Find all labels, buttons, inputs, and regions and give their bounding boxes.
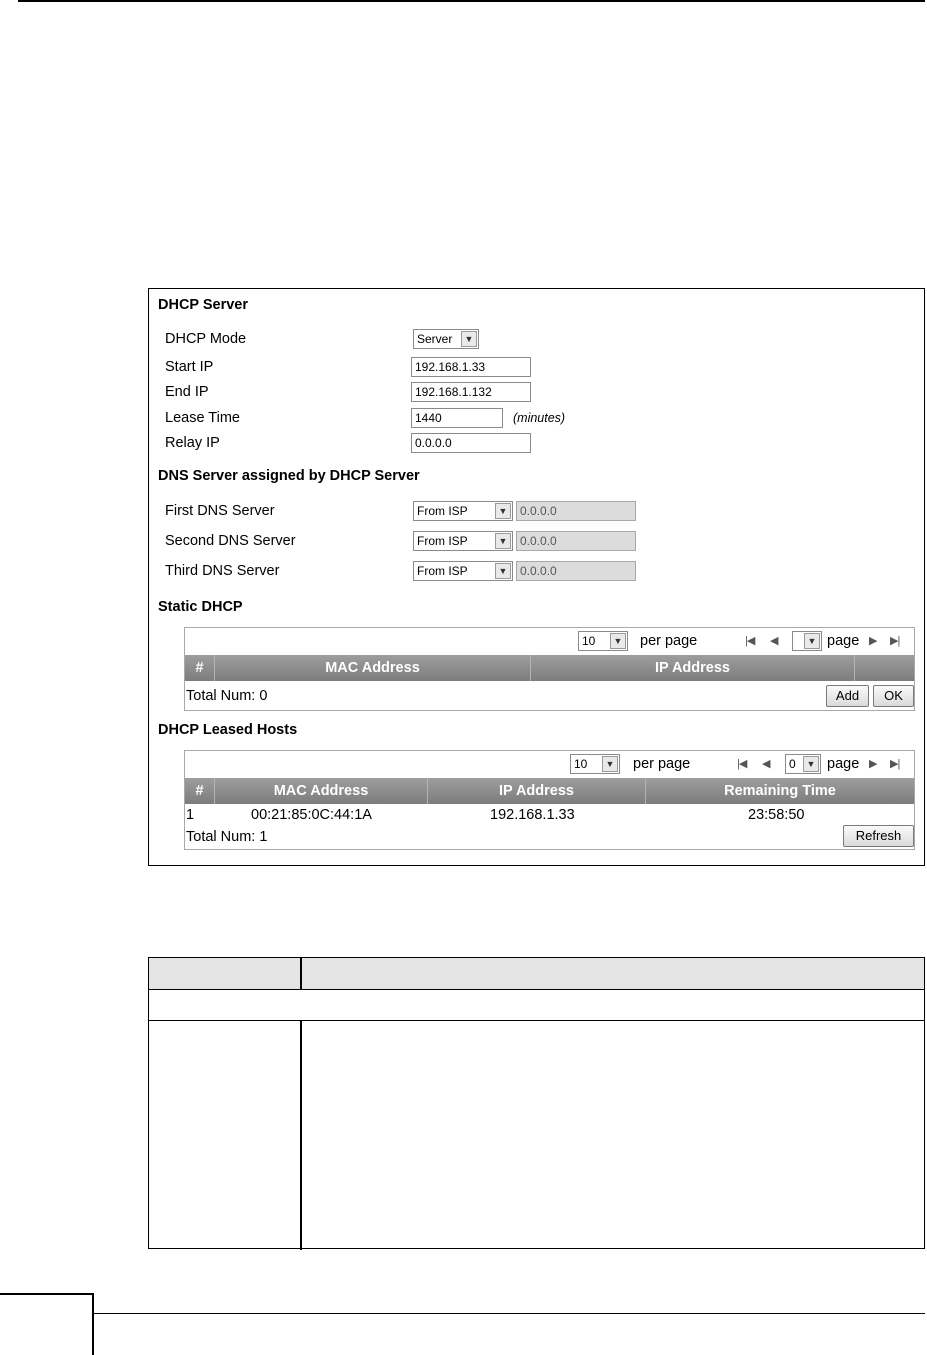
- column-num: #: [185, 655, 215, 681]
- dhcp-server-title: DHCP Server: [158, 297, 249, 313]
- prev-page-icon[interactable]: ◀: [762, 758, 770, 770]
- static-table-header: [185, 655, 914, 681]
- leased-per-page-select[interactable]: [570, 754, 620, 774]
- first-page-icon[interactable]: |◀: [737, 758, 747, 770]
- leased-per-page-value: 10: [574, 757, 588, 771]
- header-divider: [300, 958, 302, 990]
- dropdown-arrow-icon[interactable]: ▼: [461, 331, 477, 347]
- third-dns-select[interactable]: [413, 561, 513, 581]
- column-mac-address: MAC Address: [215, 778, 428, 804]
- leased-page-label: page: [827, 756, 860, 772]
- dns-section-title: DNS Server assigned by DHCP Server: [158, 468, 420, 484]
- field-description-table: [148, 957, 925, 1249]
- leased-hosts-table: [184, 750, 915, 850]
- static-dhcp-title: Static DHCP: [158, 599, 243, 615]
- prev-page-icon[interactable]: ◀: [770, 635, 778, 647]
- dropdown-arrow-icon[interactable]: ▼: [495, 563, 511, 579]
- leased-hosts-title: DHCP Leased Hosts: [158, 722, 298, 738]
- dropdown-arrow-icon[interactable]: ▼: [602, 756, 618, 772]
- row-ip-address: 192.168.1.33: [490, 807, 575, 823]
- next-page-icon[interactable]: ▶: [869, 758, 877, 770]
- lease-time-input[interactable]: 1440: [411, 408, 503, 428]
- start-ip-label: Start IP: [165, 359, 214, 375]
- refresh-button[interactable]: Refresh: [843, 825, 914, 847]
- next-page-icon[interactable]: ▶: [869, 635, 877, 647]
- leased-per-page-label: per page: [633, 756, 691, 772]
- description-table-header: [149, 958, 924, 990]
- end-ip-label: End IP: [165, 384, 209, 400]
- last-page-icon[interactable]: ▶|: [890, 635, 900, 647]
- row-num: 1: [186, 807, 195, 823]
- first-dns-select[interactable]: [413, 501, 513, 521]
- dhcp-settings-screenshot: [148, 288, 925, 866]
- second-dns-label: Second DNS Server: [165, 533, 296, 549]
- lease-time-unit: (minutes): [513, 411, 566, 425]
- static-per-page-select[interactable]: [578, 631, 628, 651]
- leased-total-num: Total Num: 1: [186, 829, 268, 845]
- column-remaining-time: Remaining Time: [724, 783, 836, 799]
- column-actions: [855, 655, 914, 681]
- lease-time-label: Lease Time: [165, 410, 240, 426]
- column-mac-address: MAC Address: [215, 655, 531, 681]
- dropdown-arrow-icon[interactable]: ▼: [803, 756, 819, 772]
- second-dns-select[interactable]: [413, 531, 513, 551]
- dhcp-mode-value: Server: [417, 332, 453, 346]
- column-num: #: [185, 778, 215, 804]
- dropdown-arrow-icon[interactable]: ▼: [495, 533, 511, 549]
- add-button[interactable]: Add: [826, 685, 869, 707]
- static-total-num: Total Num: 0: [186, 688, 268, 704]
- dropdown-arrow-icon[interactable]: ▼: [804, 633, 820, 649]
- last-page-icon[interactable]: ▶|: [890, 758, 900, 770]
- first-dns-source: From ISP: [417, 504, 468, 518]
- footer-rule: [94, 1313, 925, 1314]
- column-ip-address: IP Address: [531, 655, 855, 681]
- static-dhcp-table: [184, 627, 915, 711]
- ok-button[interactable]: OK: [873, 685, 914, 707]
- static-per-page-label: per page: [640, 633, 698, 649]
- first-dns-ip-input[interactable]: 0.0.0.0: [516, 501, 636, 521]
- leased-page-select[interactable]: [785, 754, 821, 774]
- end-ip-input[interactable]: 192.168.1.132: [411, 382, 531, 402]
- third-dns-ip-input[interactable]: 0.0.0.0: [516, 561, 636, 581]
- first-dns-label: First DNS Server: [165, 503, 275, 519]
- dropdown-arrow-icon[interactable]: ▼: [495, 503, 511, 519]
- leased-table-header: [185, 778, 914, 804]
- second-dns-ip-input[interactable]: 0.0.0.0: [516, 531, 636, 551]
- leased-page-value: 0: [789, 757, 796, 771]
- row-mac-address: 00:21:85:0C:44:1A: [251, 807, 372, 823]
- dropdown-arrow-icon[interactable]: ▼: [610, 633, 626, 649]
- static-page-select[interactable]: [792, 631, 822, 651]
- second-dns-source: From ISP: [417, 534, 468, 548]
- third-dns-source: From ISP: [417, 564, 468, 578]
- relay-ip-label: Relay IP: [165, 435, 220, 451]
- dhcp-mode-label: DHCP Mode: [165, 331, 247, 347]
- row-remaining-time: 23:58:50: [748, 807, 805, 823]
- section-row: [149, 990, 924, 1021]
- third-dns-label: Third DNS Server: [165, 563, 280, 579]
- first-page-icon[interactable]: |◀: [745, 635, 755, 647]
- relay-ip-input[interactable]: 0.0.0.0: [411, 433, 531, 453]
- static-page-label: page: [827, 633, 860, 649]
- static-per-page-value: 10: [582, 634, 596, 648]
- body-divider: [300, 1021, 302, 1250]
- header-rule: [18, 0, 925, 2]
- dhcp-mode-select[interactable]: [413, 329, 479, 349]
- page-number-box: [0, 1293, 94, 1355]
- start-ip-input[interactable]: 192.168.1.33: [411, 357, 531, 377]
- column-ip-address: IP Address: [428, 778, 646, 804]
